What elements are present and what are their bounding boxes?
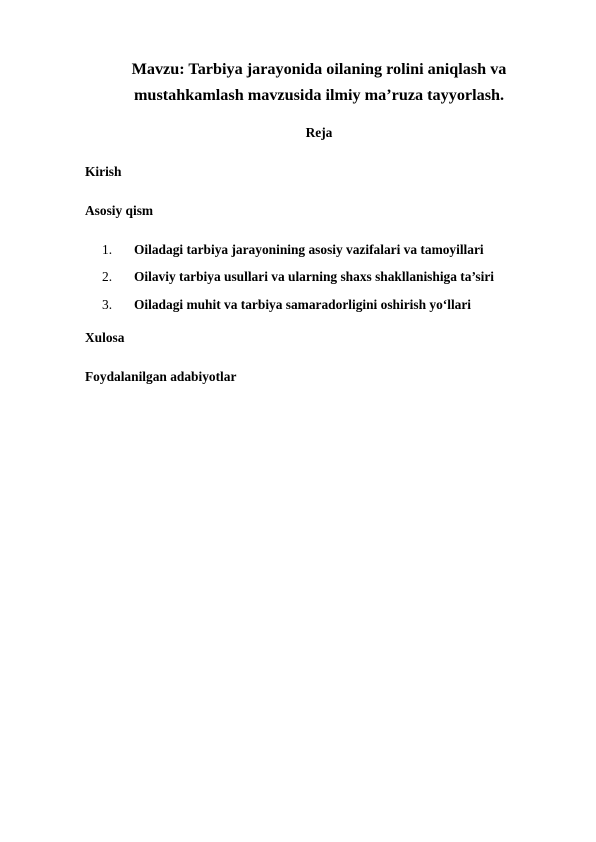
section-references: Foydalanilgan adabiyotlar	[85, 369, 237, 384]
list-item-number: 1.	[102, 242, 113, 257]
plan-heading: Reja	[305, 125, 333, 140]
document-title-line-1: Mavzu: Tarbiya jarayonida oilaning rolini aniqlash va	[131, 60, 507, 78]
document-title-line-2: mustahkamlash mavzusida ilmiy ma’ruza tayyorlash.	[133, 86, 505, 104]
list-item-number: 2.	[102, 269, 113, 284]
list-item	[102, 241, 484, 259]
list-item	[102, 268, 494, 286]
list-item-text: Oiladagi muhit va tarbiya samaradorligini oshirish yo‘llari	[134, 297, 472, 312]
list-item-text: Oiladagi tarbiya jarayonining asosiy vazifalari va tamoyillari	[134, 242, 484, 257]
section-introduction: Kirish	[85, 164, 122, 179]
section-conclusion: Xulosa	[85, 330, 125, 345]
list-item-number: 3.	[102, 297, 113, 312]
section-main-part: Asosiy qism	[85, 203, 154, 218]
list-item	[102, 296, 471, 314]
list-item-text: Oilaviy tarbiya usullari va ularning shaxs shakllanishiga ta’siri	[134, 269, 495, 284]
